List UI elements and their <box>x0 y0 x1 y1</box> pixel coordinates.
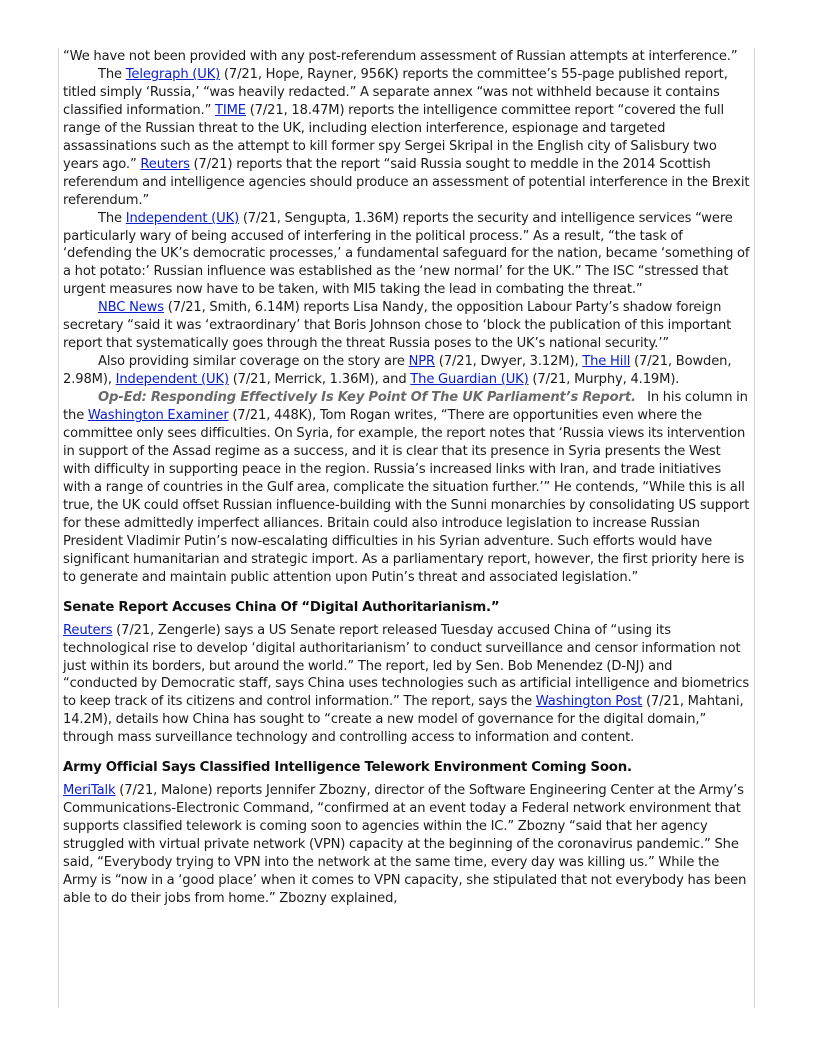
text-run: Also providing similar coverage on the story are <box>98 354 409 370</box>
text-run: The <box>98 66 126 82</box>
source-link-time[interactable]: TIME <box>215 102 246 118</box>
paragraph-similar-coverage <box>63 353 750 389</box>
text-run: (7/21, Merrick, 1.36M), and <box>228 372 411 388</box>
source-link-guardian[interactable]: The Guardian (UK) <box>410 372 529 388</box>
source-link-washington-examiner[interactable]: Washington Examiner <box>87 408 229 424</box>
paragraph-quote-continuation: “We have not been provided with any post-referendum assessment of Russian attempts at interference.” <box>63 49 738 64</box>
document-content <box>63 48 750 908</box>
text-run: (7/21, Malone) reports Jennifer Zbozny, director of the Software Engineering Center at the Army’s Communications-Electronic Command, “confirmed at an event today a Federal network environment that supports classified telework is coming soon to agencies within the IC.” Zbozny “said that her agency struggled with virtual private network (VPN) capacity at the beginning of the coronavirus pandemic.” She said, “Everybody trying to VPN into the network at the same time, every day was killing us.” While the Army is “now in a ‘good place’ when it comes to VPN capacity, she stipulated that not everybody has been able to do their jobs from home.” Zbozny explained, <box>63 783 747 906</box>
op-ed-subheading: Op-Ed: Responding Effectively Is Key Point Of The UK Parliament’s Report. <box>98 390 636 406</box>
text-run: (7/21, Bowden, 2.98M), <box>63 354 732 388</box>
source-link-independent-merrick[interactable]: Independent (UK) <box>115 372 229 388</box>
source-link-meritalk[interactable]: MeriTalk <box>63 783 116 799</box>
source-link-nbc-news[interactable]: NBC News <box>98 300 164 316</box>
text-run: (7/21, Zengerle) says a US Senate report released Tuesday accused China of “using its technological rise to develop ‘digital authoritarianism’ to conduct surveillance and censor information not just within its borders, but around the world.” The report, led by Sen. Bob Menendez (D-NJ) and “conducted by Democratic staff, says China uses technologies such as artificial intelligence and biometrics to keep track of its citizens and control information.” The report, says the <box>63 622 750 710</box>
text-run: (7/21) reports that the report “said Russia sought to meddle in the 2014 Scottish referendum and intelligence agencies should produce an assessment of potential interference in the Brexit referendum.” <box>63 156 750 208</box>
source-link-washington-post[interactable]: Washington Post <box>535 694 643 710</box>
text-run: (7/21, Sengupta, 1.36M) reports the security and intelligence services “were particularly wary of being accused of interfering in the political process.” As a result, “the task of ‘defending the UK’s democratic processes,’ a fundamental safeguard for the nation, became ‘something of a hot potato:’ Russian influence was established as the ‘new normal’ for the UK.” The ISC “stressed that urgent measures now have to be taken, with MI5 taking the lead in combating the threat.” <box>63 210 750 298</box>
source-link-independent[interactable]: Independent (UK) <box>125 210 240 226</box>
text-run: (7/21, Smith, 6.14M) reports Lisa Nandy, the opposition Labour Party’s shadow foreign secretary “said it was ‘extraordinary’ that Boris Johnson chose to ‘block the publication of this important report that systematically goes through the threat Russia poses to the UK’s national security.’” <box>63 300 732 352</box>
story-title-china: Senate Report Accuses China Of “Digital Authoritarianism.” <box>63 599 500 615</box>
paragraph-china-report <box>63 622 750 748</box>
text-run: In his column in the <box>63 390 752 424</box>
text-run: The <box>98 210 126 226</box>
source-link-the-hill[interactable]: The Hill <box>582 354 631 370</box>
source-link-telegraph[interactable]: Telegraph (UK) <box>125 66 221 82</box>
text-run: (7/21, Dwyer, 3.12M), <box>435 354 583 370</box>
paragraph-nbc-news <box>63 299 750 353</box>
paragraph-telegraph <box>63 66 750 210</box>
paragraph-op-ed <box>63 389 750 586</box>
document-page <box>58 48 755 1008</box>
source-link-npr[interactable]: NPR <box>408 354 436 370</box>
paragraph-independent <box>63 210 750 300</box>
text-run: (7/21, Murphy, 4.19M). <box>528 372 680 388</box>
source-link-reuters-zengerle[interactable]: Reuters <box>63 622 113 638</box>
text-run: (7/21, 448K), Tom Rogan writes, “There are opportunities even where the committee only sees difficulties. On Syria, for example, the report notes that ‘Russia views its intervention in support of the Assad regime as a success, and it is clear that its presence in Syria presents the West with difficulty in supporting peace in the region. Russia’s increased links with Iran, and trade initiatives with a range of countries in the Gulf area, complicate the situation further.’” He contends, “While this is all true, the UK could offset Russian influence-building with the Sunni monarchies by consolidating US support for these admittedly imperfect alliances. Britain could also introduce legislation to increase Russian President Vladimir Putin’s now-escalating difficulties in his Syrian adventure. Such efforts would have significant humanitarian and strategic import. As a parliamentary report, however, the first priority here is to generate and maintain public attention upon Putin’s threat and associated legislation.” <box>63 408 750 585</box>
story-title-army-telework: Army Official Says Classified Intelligence Telework Environment Coming Soon. <box>63 760 632 776</box>
text-run: (7/21, 18.47M) reports the intelligence committee report “covered the full range of the Russian threat to the UK, including election interference, espionage and targeted assassinations such as the attempt to kill former spy Sergei Skripal in the English city of Salisbury two years ago.” <box>63 102 725 172</box>
text-run: (7/21, Hope, Rayner, 956K) reports the committee’s 55-page published report, titled simply ‘Russia,’ “was heavily redacted.” A separate annex “was not withheld because it contains classified information.” <box>63 66 728 118</box>
paragraph-army-telework <box>63 782 750 908</box>
source-link-reuters[interactable]: Reuters <box>140 156 190 172</box>
text-run: (7/21, Mahtani, 14.2M), details how China has sought to “create a new model of governance for the digital domain,” through mass surveillance technology and controlling access to information and content. <box>63 694 744 746</box>
